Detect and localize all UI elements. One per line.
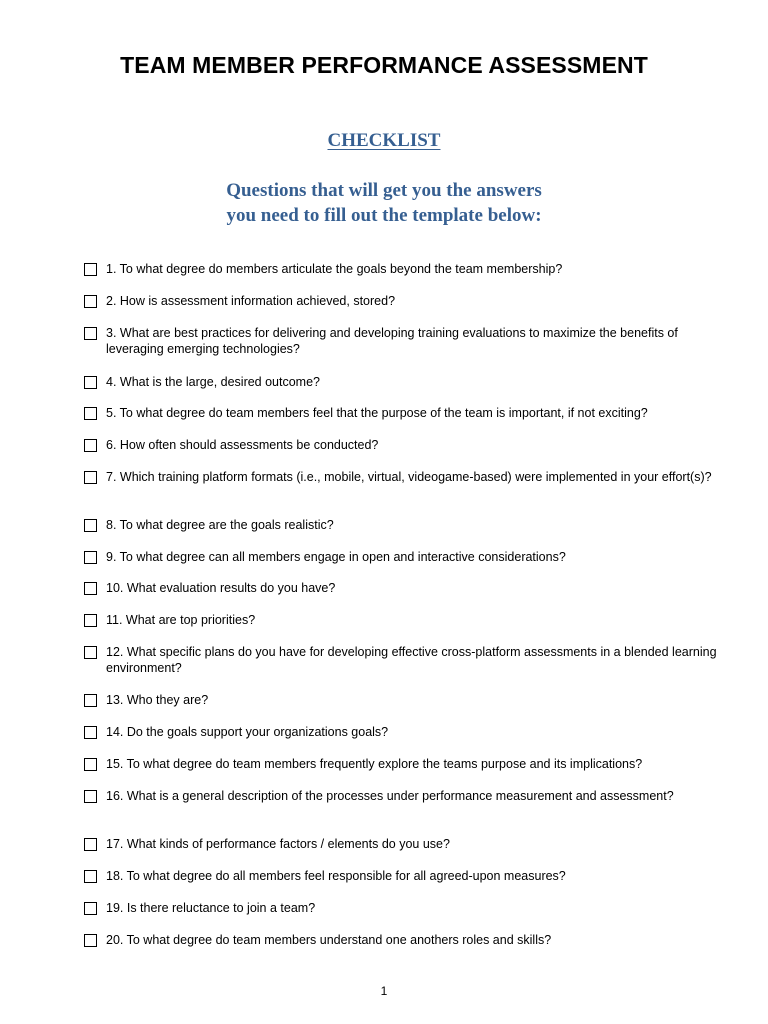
checkbox[interactable] bbox=[84, 376, 97, 389]
checklist-item bbox=[84, 724, 724, 740]
checklist-heading-text: CHECKLIST bbox=[327, 130, 441, 151]
checklist-item bbox=[84, 612, 724, 628]
checklist-item-text: 15. To what degree do team members frequently explore the teams purpose and its implications? bbox=[106, 757, 643, 771]
checklist-item-text: 6. How often should assessments be conducted? bbox=[106, 438, 379, 452]
checklist-item bbox=[84, 469, 724, 485]
checklist-item-text: 1. To what degree do members articulate the goals beyond the team membership? bbox=[106, 262, 563, 276]
page-title: TEAM MEMBER PERFORMANCE ASSESSMENT bbox=[120, 52, 648, 78]
checklist-item-text: 5. To what degree do team members feel that the purpose of the team is important, if not exciting? bbox=[106, 406, 648, 420]
checkbox[interactable] bbox=[84, 439, 97, 452]
checkbox[interactable] bbox=[84, 726, 97, 739]
checkbox[interactable] bbox=[84, 902, 97, 915]
checkbox[interactable] bbox=[84, 694, 97, 707]
checklist-item bbox=[84, 261, 724, 277]
checkbox[interactable] bbox=[84, 790, 97, 803]
checklist-item bbox=[84, 437, 724, 453]
checklist-item-text: 13. Who they are? bbox=[106, 693, 209, 707]
checkbox[interactable] bbox=[84, 295, 97, 308]
subtitle-line-2: you need to fill out the template below: bbox=[226, 205, 542, 226]
checklist-item bbox=[84, 692, 724, 708]
checklist-item bbox=[84, 293, 724, 309]
checklist-item-text: 12. What specific plans do you have for developing effective cross-platform assessments in a blended learning environment? bbox=[106, 645, 717, 675]
checkbox[interactable] bbox=[84, 327, 97, 340]
checklist-item bbox=[84, 405, 724, 421]
checklist-item-text: 3. What are best practices for delivering and developing training evaluations to maximize the benefits of leveraging emerging technologies? bbox=[106, 326, 678, 356]
checkbox[interactable] bbox=[84, 471, 97, 484]
checklist-item-text: 17. What kinds of performance factors / elements do you use? bbox=[106, 837, 450, 851]
page-number: 1 bbox=[380, 984, 388, 998]
checklist-item bbox=[84, 836, 724, 852]
checkbox[interactable] bbox=[84, 870, 97, 883]
checklist-item bbox=[84, 374, 724, 390]
checklist-item bbox=[84, 644, 724, 676]
checkbox[interactable] bbox=[84, 407, 97, 420]
checklist-item-text: 9. To what degree can all members engage in open and interactive considerations? bbox=[106, 550, 566, 564]
checklist-item bbox=[84, 788, 724, 804]
checklist-item bbox=[84, 517, 724, 533]
checklist-item-text: 18. To what degree do all members feel responsible for all agreed-upon measures? bbox=[106, 869, 566, 883]
checkbox[interactable] bbox=[84, 646, 97, 659]
checkbox[interactable] bbox=[84, 551, 97, 564]
checklist-item bbox=[84, 756, 724, 772]
checklist-item bbox=[84, 900, 724, 916]
subtitle-line-1: Questions that will get you the answers bbox=[226, 180, 542, 201]
checklist-item bbox=[84, 580, 724, 596]
checklist-item-text: 16. What is a general description of the processes under performance measurement and assessment? bbox=[106, 789, 674, 803]
checklist-item-text: 11. What are top priorities? bbox=[106, 613, 256, 627]
checkbox[interactable] bbox=[84, 582, 97, 595]
checkbox[interactable] bbox=[84, 519, 97, 532]
checklist-item-text: 4. What is the large, desired outcome? bbox=[106, 375, 321, 389]
checklist-item bbox=[84, 932, 724, 948]
checklist-item bbox=[84, 325, 724, 357]
checklist-item-text: 8. To what degree are the goals realistic? bbox=[106, 518, 334, 532]
checklist-item-text: 10. What evaluation results do you have? bbox=[106, 581, 336, 595]
checklist-item-text: 14. Do the goals support your organizations goals? bbox=[106, 725, 389, 739]
checkbox[interactable] bbox=[84, 934, 97, 947]
checkbox[interactable] bbox=[84, 614, 97, 627]
checklist-item-text: 7. Which training platform formats (i.e., mobile, virtual, videogame-based) were implemented in your effort(s)? bbox=[106, 470, 712, 484]
checkbox[interactable] bbox=[84, 758, 97, 771]
checklist-item bbox=[84, 868, 724, 884]
checklist-item-text: 19. Is there reluctance to join a team? bbox=[106, 901, 316, 915]
checklist-item-text: 20. To what degree do team members understand one anothers roles and skills? bbox=[106, 933, 552, 947]
checklist-item-text: 2. How is assessment information achieved, stored? bbox=[106, 294, 396, 308]
checklist-item bbox=[84, 549, 724, 565]
checkbox[interactable] bbox=[84, 263, 97, 276]
checkbox[interactable] bbox=[84, 838, 97, 851]
